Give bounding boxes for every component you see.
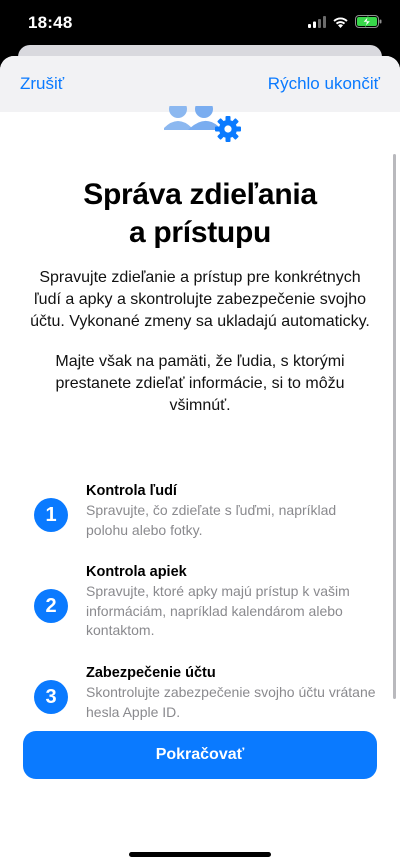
sharing-access-sheet bbox=[0, 56, 400, 866]
page-title-line: Správa zdieľania bbox=[83, 178, 317, 211]
battery-charging-icon bbox=[355, 15, 382, 28]
feature-title: Kontrola apiek bbox=[86, 564, 187, 580]
intro-description: Spravujte zdieľanie a prístup pre konkrétnych ľudí a apky a skontrolujte zabezpečenie svojho účtu. Vykonané zmeny sa ukladajú automaticky. bbox=[30, 269, 370, 330]
cancel-button[interactable]: Zrušiť bbox=[20, 74, 65, 93]
page-title-line: a prístupu bbox=[128, 216, 271, 249]
status-time: 18:48 bbox=[28, 13, 73, 32]
status-icons bbox=[308, 15, 382, 28]
people-gear-icon bbox=[164, 106, 244, 144]
intro-note: Majte však na pamäti, že ľudia, s ktorými prestanete zdieľať informácie, si to môžu všimnúť. bbox=[55, 353, 345, 414]
cellular-signal-icon bbox=[308, 16, 326, 28]
page-title bbox=[20, 176, 380, 252]
feature-text bbox=[86, 481, 376, 540]
quick-exit-button[interactable]: Rýchlo ukončiť bbox=[267, 74, 380, 93]
feature-text bbox=[86, 663, 376, 722]
home-indicator[interactable] bbox=[129, 852, 271, 857]
wifi-icon bbox=[332, 16, 349, 28]
feature-description: Spravujte, čo zdieľate s ľuďmi, napríklad polohu alebo fotky. bbox=[86, 502, 337, 538]
feature-description: Spravujte, ktoré apky majú prístup k vašim informáciám, napríklad kalendárom alebo kontaktom. bbox=[86, 583, 350, 638]
feature-number-badge: 2 bbox=[34, 589, 68, 623]
status-bar bbox=[0, 0, 400, 46]
continue-button[interactable]: Pokračovať bbox=[23, 731, 377, 779]
feature-text bbox=[86, 562, 376, 641]
feature-number-badge: 3 bbox=[34, 680, 68, 714]
nav-bar bbox=[0, 56, 400, 112]
feature-title: Kontrola ľudí bbox=[86, 483, 177, 499]
feature-number-badge: 1 bbox=[34, 498, 68, 532]
feature-title: Zabezpečenie účtu bbox=[86, 665, 216, 681]
scroll-indicator[interactable] bbox=[393, 154, 396, 699]
feature-description: Skontrolujte zabezpečenie svojho účtu vrátane hesla Apple ID. bbox=[86, 684, 376, 720]
